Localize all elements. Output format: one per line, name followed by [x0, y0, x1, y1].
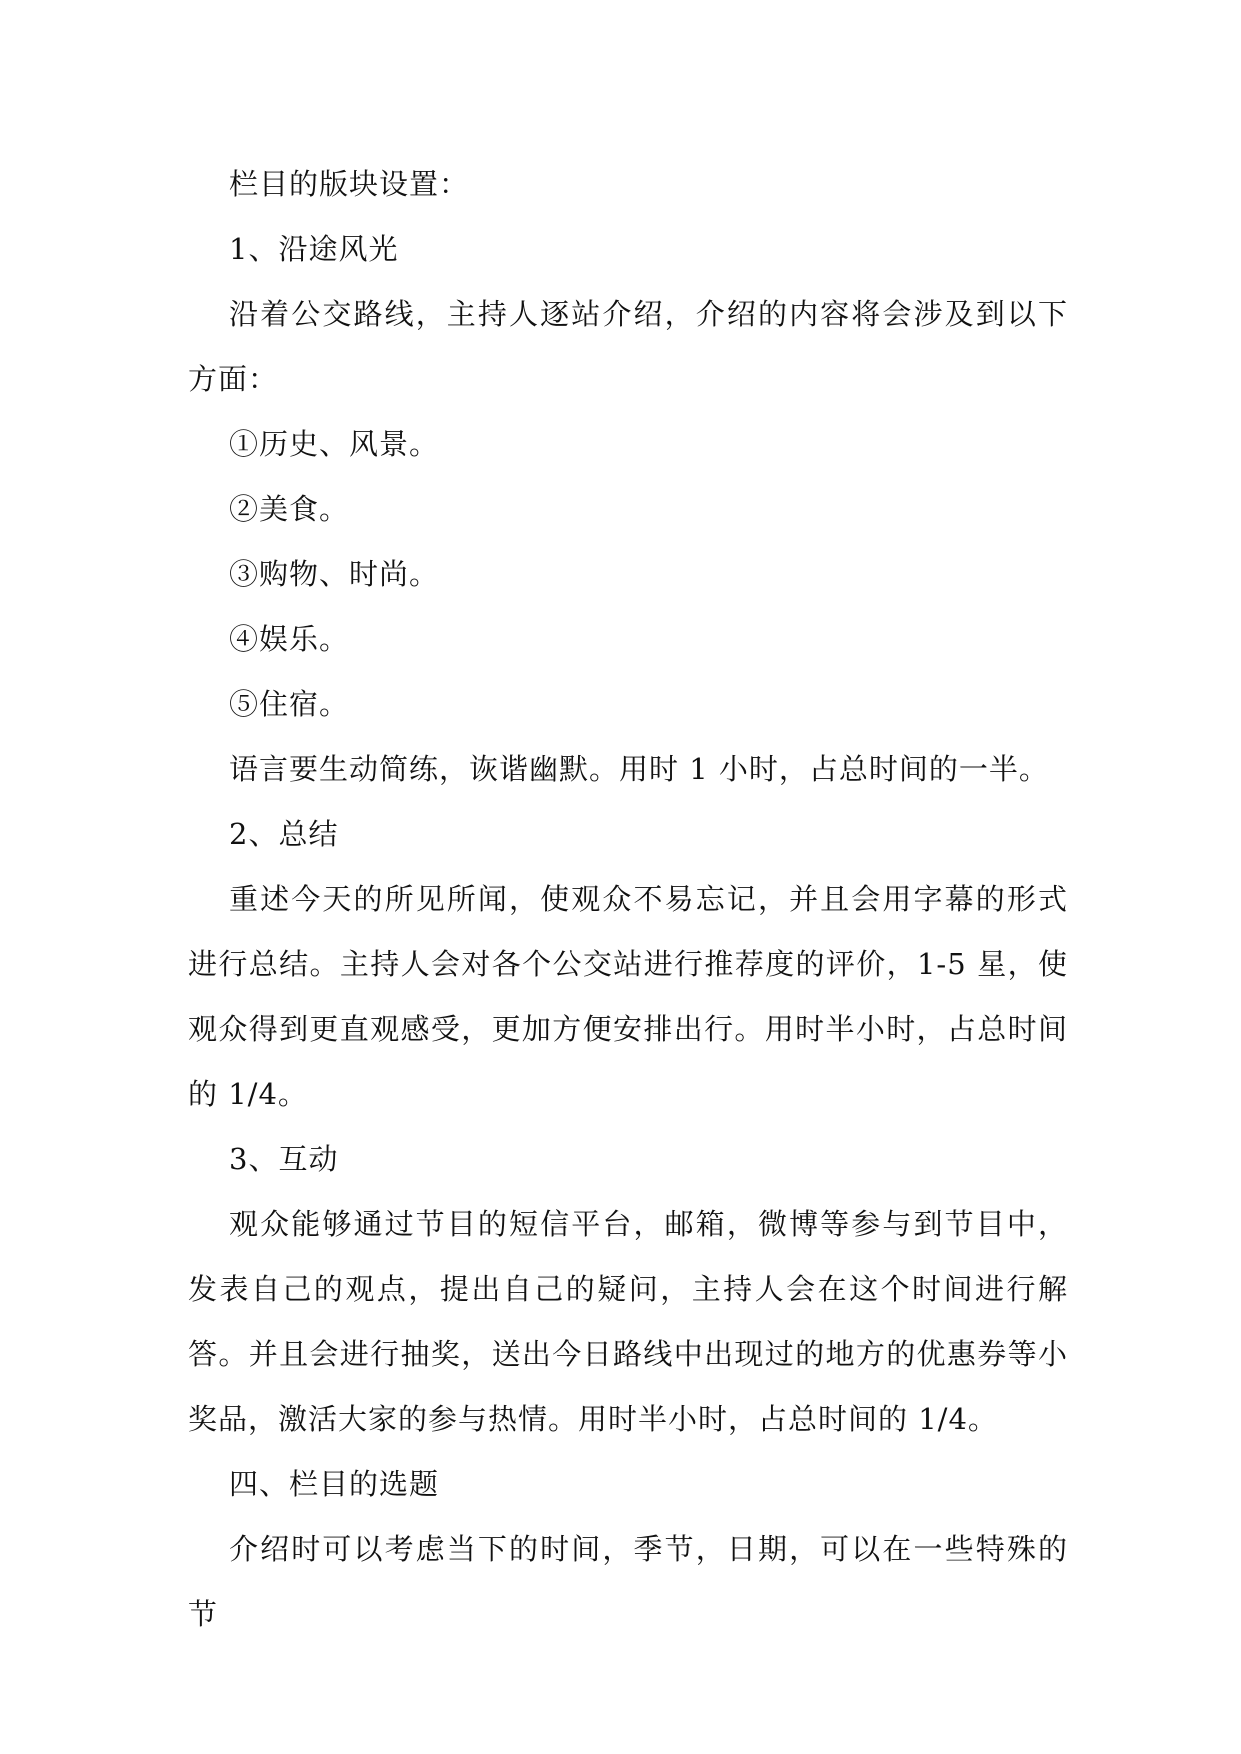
section-heading-topics: 四、栏目的选题 [229, 1467, 440, 1501]
list-item-lodging: ⑤住宿。 [229, 687, 350, 721]
subheading-summary: 2、总结 [229, 817, 339, 851]
section-heading-block-settings: 栏目的版块设置： [229, 167, 470, 201]
paragraph-summary: 重述今天的所见所闻，使观众不易忘记，并且会用字幕的形式进行总结。主持人会对各个公交站进行推荐度的评价，1-5 星，使观众得到更直观感受，更加方便安排出行。用时半小时，占总时间的 1/4。 [188, 882, 1068, 1111]
list-item-entertainment: ④娱乐。 [229, 622, 350, 656]
list-item-shopping: ③购物、时尚。 [229, 557, 440, 591]
paragraph-route-intro: 沿着公交路线，主持人逐站介绍，介绍的内容将会涉及到以下方面： [188, 297, 1068, 396]
paragraph-interaction: 观众能够通过节目的短信平台，邮箱，微博等参与到节目中，发表自己的观点，提出自己的疑问，主持人会在这个时间进行解答。并且会进行抽奖，送出今日路线中出现过的地方的优惠券等小奖品，激活大家的参与热情。用时半小时，占总时间的 1/4。 [188, 1207, 1068, 1436]
document-body [188, 152, 1068, 1647]
paragraph-topics: 介绍时可以考虑当下的时间，季节，日期，可以在一些特殊的节 [188, 1532, 1068, 1631]
list-item-history: ①历史、风景。 [229, 427, 440, 461]
list-item-food: ②美食。 [229, 492, 350, 526]
subheading-interaction: 3、互动 [229, 1142, 339, 1176]
paragraph-language-style: 语言要生动简练，诙谐幽默。用时 1 小时，占总时间的一半。 [229, 752, 1049, 786]
subheading-scenery: 1、沿途风光 [229, 232, 399, 266]
